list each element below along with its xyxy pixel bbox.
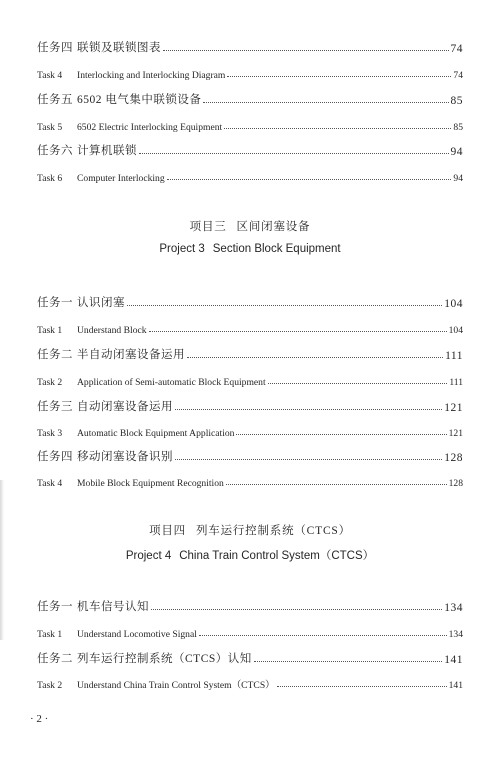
task-title: Understand Block [77,325,147,336]
task-number: Task 2 [37,377,63,388]
project-title: 区间闭塞设备 [236,221,311,233]
toc-entry[interactable] [37,63,463,81]
task-title: 列车运行控制系统（CTCS）认知 [77,653,252,665]
task-number: Task 1 [37,629,63,640]
dot-leader [236,434,446,435]
task-title: Application of Semi-automatic Block Equipment [77,377,266,388]
dot-leader [175,459,442,460]
toc-entry[interactable] [37,421,463,439]
project-number: Project 3 [159,243,205,255]
dot-leader [139,153,449,154]
dot-leader [175,409,442,410]
task-number: 任务一 [37,297,73,309]
task-title: 机车信号认知 [77,601,149,613]
task-title: Interlocking and Interlocking Diagram [77,70,226,81]
toc-entry[interactable] [37,344,463,362]
page-number: 128 [444,452,463,464]
task-title: 联锁及联锁图表 [77,42,161,54]
project-number: Project 4 [125,550,172,562]
project-title: Section Block Equipment [212,243,341,255]
dot-leader [203,102,448,103]
project-number: 项目三 [189,221,227,233]
task-title: Understand Locomotive Signal [77,629,197,640]
page-number: 111 [445,350,463,362]
dot-leader [268,383,448,384]
dot-leader [226,484,447,485]
task-number: 任务三 [37,401,73,413]
dot-leader [127,305,442,306]
page-number: 141 [444,654,463,666]
toc-entry[interactable] [37,673,463,691]
task-number: Task 6 [37,173,63,184]
task-number: Task 4 [37,478,63,489]
page-number: 134 [448,629,463,640]
task-title: 自动闭塞设备运用 [77,401,173,413]
project-number: 项目四 [149,525,186,537]
task-number: 任务六 [37,145,73,157]
toc-entry[interactable] [37,89,463,107]
project-heading-en [0,243,500,255]
project-title: China Train Control System（CTCS） [179,550,375,562]
page-number: 128 [448,478,463,489]
dot-leader [187,357,443,358]
dot-leader [167,179,452,180]
page-number: 104 [444,298,463,310]
project-heading-cn [0,218,500,234]
page-number: 85 [453,122,463,133]
dot-leader [149,331,447,332]
task-number: 任务二 [37,653,73,665]
task-number: Task 2 [37,680,63,691]
task-number: Task 4 [37,70,63,81]
page-number: 121 [444,402,463,414]
task-title: 移动闭塞设备识别 [77,451,173,463]
task-number: 任务四 [37,451,73,463]
task-number: Task 5 [37,122,63,133]
dot-leader [254,661,442,662]
dot-leader [227,76,451,77]
page-number: 74 [450,43,463,55]
task-number: 任务一 [37,601,73,613]
toc-entry[interactable] [37,318,463,336]
dot-leader [277,686,447,687]
task-title: Understand China Train Control System（CTCS） [77,680,275,691]
toc-entry[interactable] [37,115,463,133]
task-title: 计算机联锁 [77,145,137,157]
toc-entry[interactable] [37,471,463,489]
page-number: 85 [450,95,463,107]
task-title: Mobile Block Equipment Recognition [77,478,224,489]
project-heading-cn [0,522,500,538]
dot-leader [224,128,451,129]
dot-leader [163,50,449,51]
page-number: 94 [453,173,463,184]
toc-entry[interactable] [37,292,463,310]
page-number: 104 [448,325,463,336]
toc-entry[interactable] [37,622,463,640]
task-title: 6502 电气集中联锁设备 [77,94,202,106]
dot-leader [151,609,442,610]
page-footer-number: · 2 · [30,713,49,725]
task-number: 任务五 [37,94,73,106]
toc-entry[interactable] [37,37,463,55]
page-number: 121 [448,428,463,439]
page-number: 111 [449,377,463,388]
toc-entry[interactable] [37,446,463,464]
task-title: Automatic Block Equipment Application [77,428,235,439]
page-number: 94 [450,146,463,158]
task-title: 6502 Electric Interlocking Equipment [77,122,223,133]
task-title: 半自动闭塞设备运用 [77,349,185,361]
toc-entry[interactable] [37,648,463,666]
toc-entry[interactable] [37,596,463,614]
task-number: 任务四 [37,42,73,54]
task-number: Task 3 [37,428,63,439]
page-number: 141 [448,680,463,691]
toc-entry[interactable] [37,166,463,184]
dot-leader [199,635,447,636]
toc-entry[interactable] [37,396,463,414]
task-title: Computer Interlocking [77,173,165,184]
project-title: 列车运行控制系统（CTCS） [195,525,351,537]
page-number: 134 [444,602,463,614]
task-title: 认识闭塞 [77,297,125,309]
page-number: 74 [453,70,463,81]
task-number: Task 1 [37,325,63,336]
task-number: 任务二 [37,349,73,361]
project-heading-en [0,547,500,563]
toc-entry[interactable] [37,140,463,158]
toc-entry[interactable] [37,370,463,388]
